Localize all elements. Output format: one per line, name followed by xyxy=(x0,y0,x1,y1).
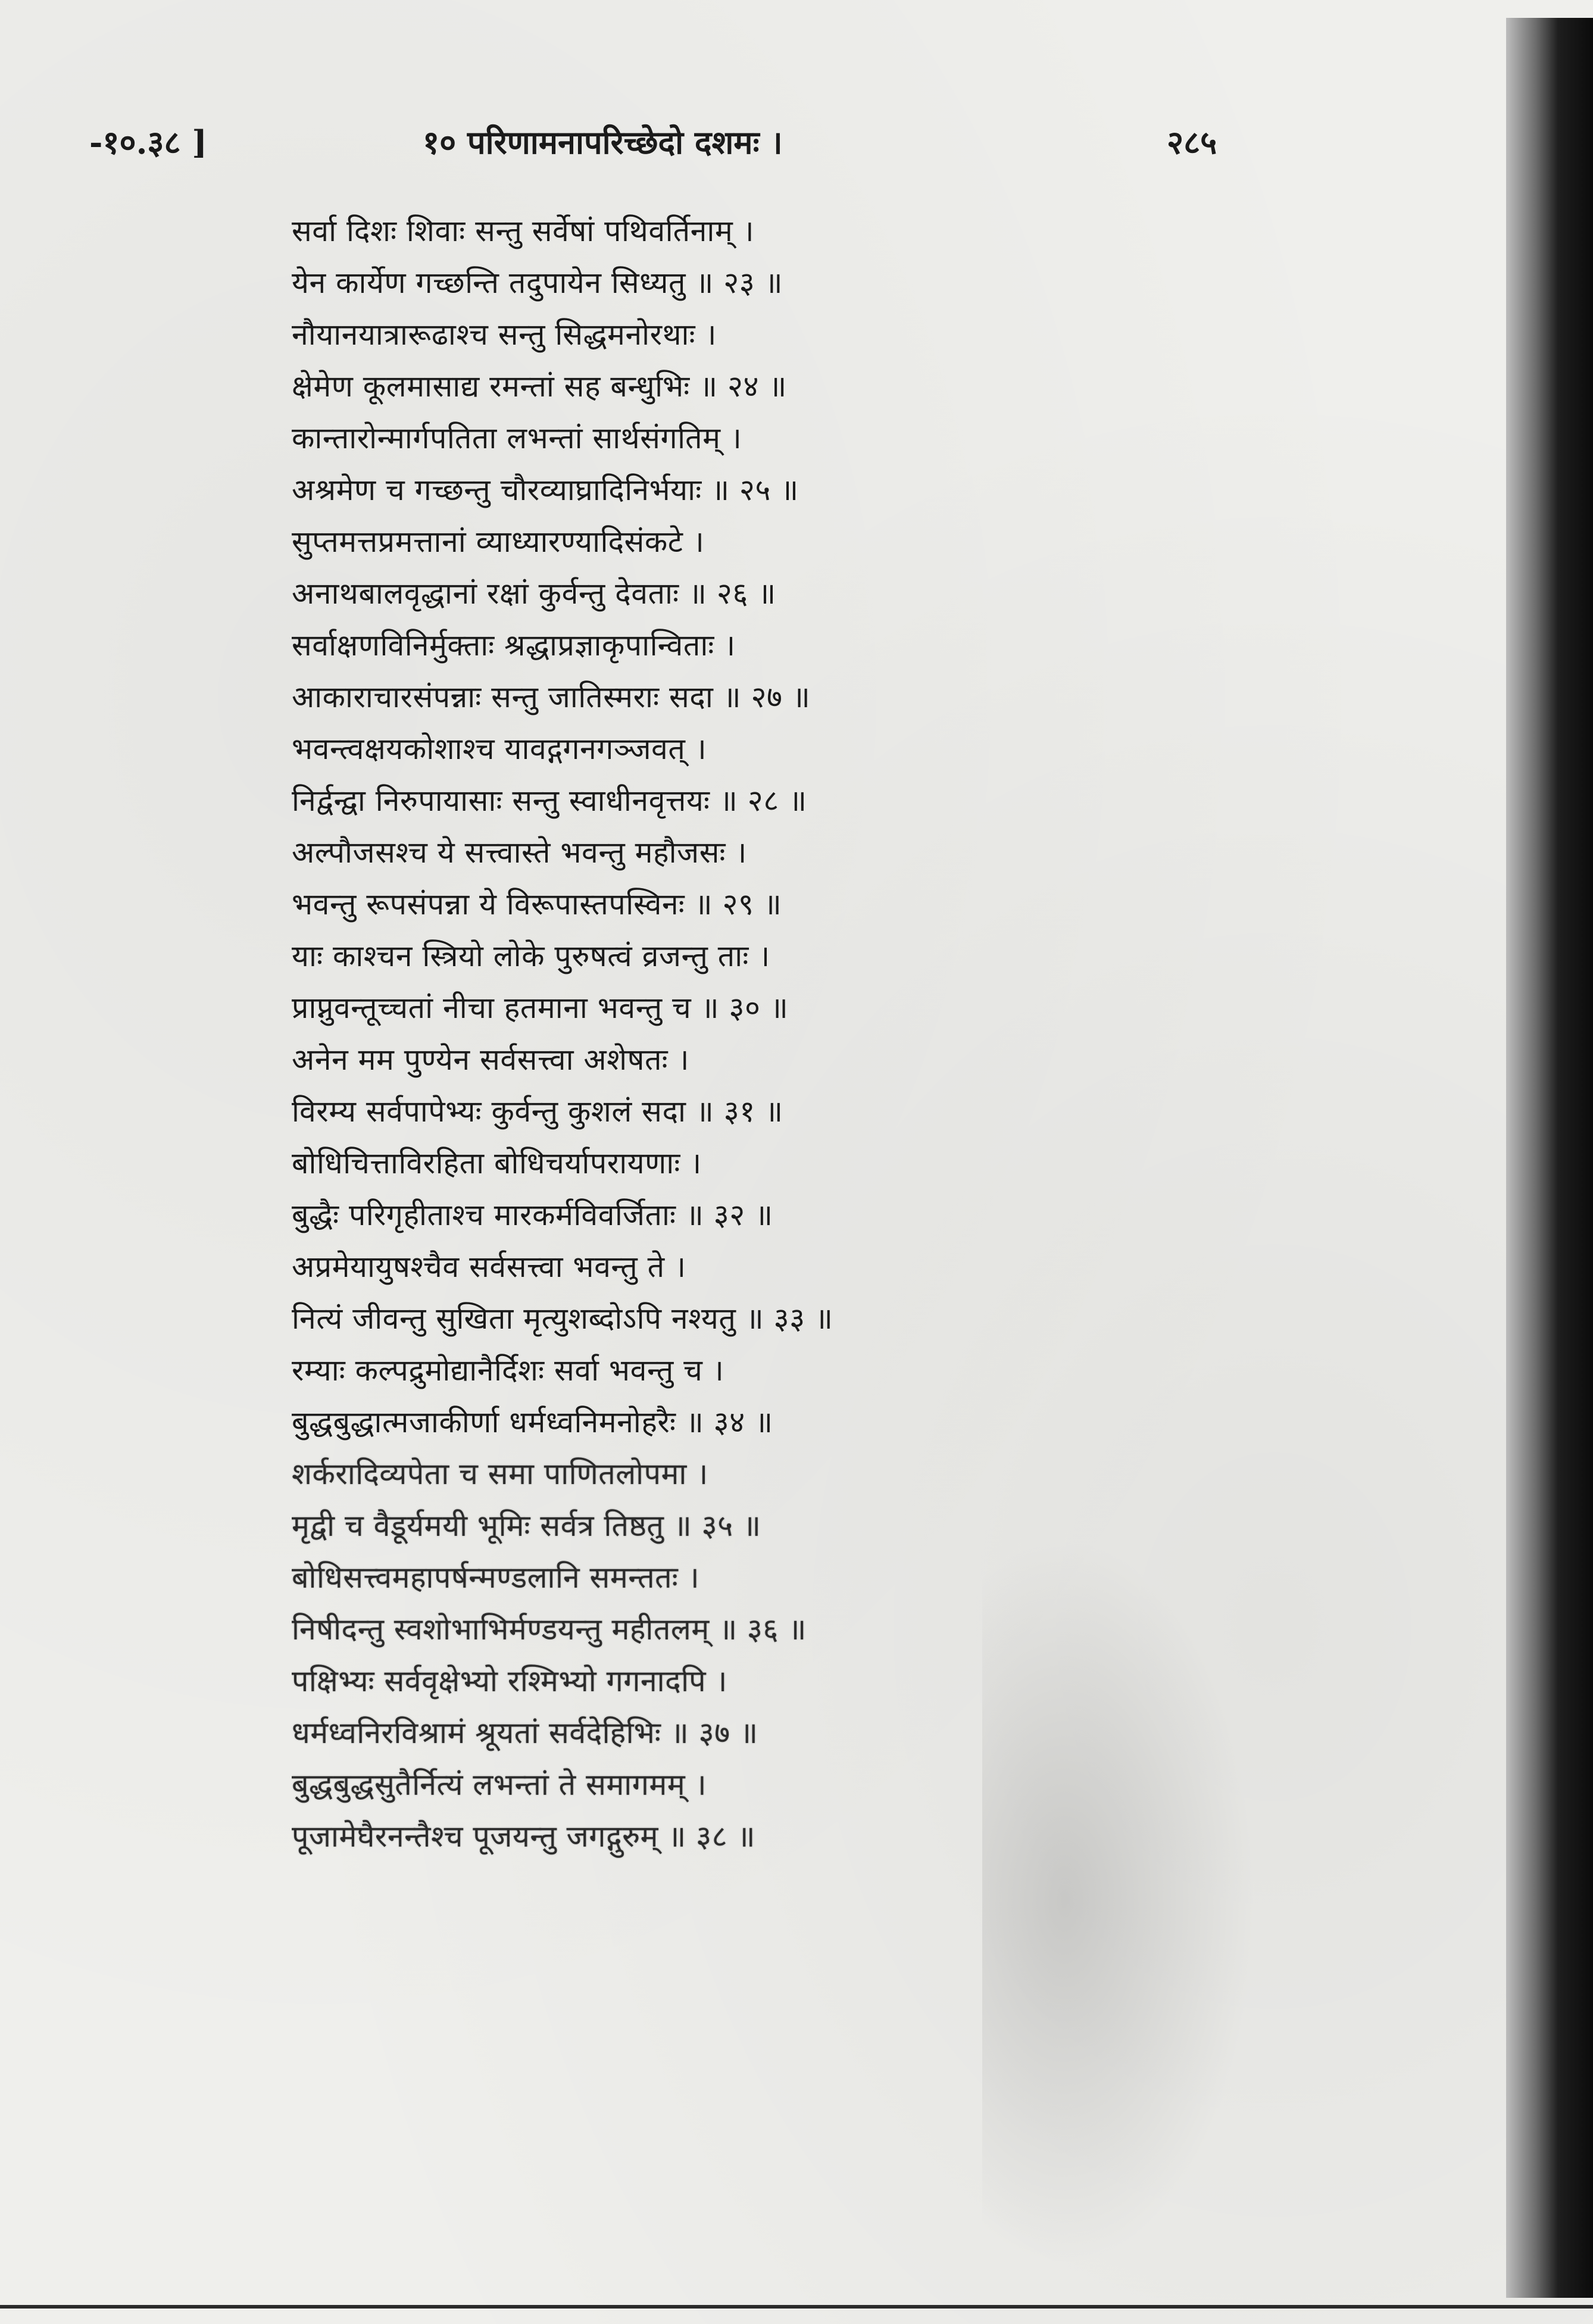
verse-line: पक्षिभ्यः सर्ववृक्षेभ्यो रश्मिभ्यो गगनादपि । xyxy=(292,1664,727,1698)
verse-line: बुद्धैः परिगृहीताश्च मारकर्मविवर्जिताः ॥ ३२ ॥ xyxy=(292,1198,773,1232)
verse-line: कान्तारोन्मार्गपतिता लभन्तां सार्थसंगतिम् । xyxy=(292,421,742,455)
verse-line: विरम्य सर्वपापेभ्यः कुर्वन्तु कुशलं सदा ॥ ३१ ॥ xyxy=(292,1094,783,1129)
verse-line: शर्करादिव्यपेता च समा पाणितलोपमा । xyxy=(292,1457,708,1491)
verse-line: भवन्तु रूपसंपन्ना ये विरूपास्तपस्विनः ॥ २९ ॥ xyxy=(292,887,782,922)
running-header xyxy=(89,119,1256,179)
verse-line: अल्पौजसश्च ये सत्त्वास्ते भवन्तु महौजसः । xyxy=(292,835,747,870)
verse-line: अप्रमेयायुषश्चैव सर्वसत्त्वा भवन्तु ते । xyxy=(292,1250,686,1284)
verse-line: सर्वा दिशः शिवाः सन्तु सर्वेषां पथिवर्तिनाम् । xyxy=(292,214,755,248)
verse-line: सर्वाक्षणविनिर्मुक्ताः श्रद्धाप्रज्ञाकृपान्विताः । xyxy=(292,628,736,663)
verse-line: रम्याः कल्पद्रुमोद्यानैर्दिशः सर्वा भवन्तु च । xyxy=(292,1353,724,1388)
verse-line: बोधिसत्त्वमहापर्षन्मण्डलानि समन्ततः । xyxy=(292,1560,700,1595)
verse-line: मृद्वी च वैडूर्यमयी भूमिः सर्वत्र तिष्ठतु ॥ ३५ ॥ xyxy=(292,1508,761,1543)
verse-line: अश्रमेण च गच्छन्तु चौरव्याघ्रादिनिर्भयाः ॥ २५ ॥ xyxy=(292,473,799,507)
verse-line: सुप्तमत्तप्रमत्तानां व्याध्यारण्यादिसंकटे । xyxy=(292,524,705,559)
verse-line: धर्मध्वनिरविश्रामं श्रूयतां सर्वदेहिभिः ॥ ३७ ॥ xyxy=(292,1716,758,1750)
verse-line: येन कार्येण गच्छन्ति तदुपायेन सिध्यतु ॥ २३ ॥ xyxy=(292,265,783,300)
page-number: २८५ xyxy=(1167,123,1217,161)
verse-list xyxy=(292,205,1125,1863)
verse-line: भवन्त्वक्षयकोशाश्च यावद्गगनगञ्जवत् । xyxy=(292,732,707,766)
verse-range: -१०.३८ ] xyxy=(89,123,207,161)
verse-line: अनाथबालवृद्धानां रक्षां कुर्वन्तु देवताः ॥ २६ ॥ xyxy=(292,576,776,611)
verse-line: प्राप्नुवन्तूच्चतां नीचा हतमाना भवन्तु च ॥ ३० ॥ xyxy=(292,991,789,1025)
verse-line: बुद्धबुद्धात्मजाकीर्णा धर्मध्वनिमनोहरैः ॥ ३४ ॥ xyxy=(292,1405,773,1439)
verse-line: बुद्धबुद्धसुतैर्नित्यं लभन्तां ते समागमम् । xyxy=(292,1767,707,1802)
verse-line: याः काश्चन स्त्रियो लोके पुरुषत्वं व्रजन्तु ताः । xyxy=(292,939,770,973)
bottom-rule xyxy=(0,2305,1593,2309)
verse-line: नित्यं जीवन्तु सुखिता मृत्युशब्दोऽपि नश्यतु ॥ ३३ ॥ xyxy=(292,1301,833,1336)
verse-line: क्षेमेण कूलमासाद्य रमन्तां सह बन्धुभिः ॥ २४ ॥ xyxy=(292,369,787,404)
chapter-title: १० परिणामनापरिच्छेदो दशमः । xyxy=(423,123,783,161)
binding-shadow xyxy=(1506,18,1593,2298)
verse-line: नौयानयात्रारूढाश्च सन्तु सिद्धमनोरथाः । xyxy=(292,317,717,352)
verse-line: निषीदन्तु स्वशोभाभिर्मण्डयन्तु महीतलम् ॥ ३६ ॥ xyxy=(292,1612,807,1647)
verse-line: निर्द्वन्द्वा निरुपायासाः सन्तु स्वाधीनवृत्तयः ॥ २८ ॥ xyxy=(292,783,807,818)
verse-line: आकाराचारसंपन्नाः सन्तु जातिस्मराः सदा ॥ २७ ॥ xyxy=(292,680,811,714)
verse-line: अनेन मम पुण्येन सर्वसत्त्वा अशेषतः । xyxy=(292,1042,689,1077)
verse-line: बोधिचित्ताविरहिता बोधिचर्यापरायणाः । xyxy=(292,1146,702,1180)
verse-line: पूजामेघैरनन्तैश्च पूजयन्तु जगद्गुरुम् ॥ ३८ ॥ xyxy=(292,1819,755,1854)
